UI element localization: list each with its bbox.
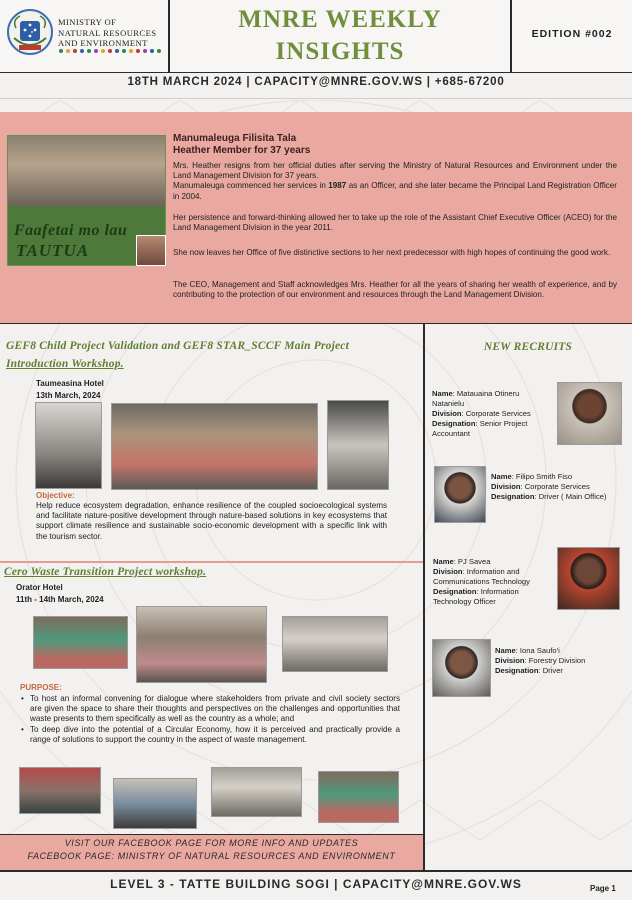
recruit-card: Name: Iona Saufo'i Division: Forestry Division Designation: Driver [495,646,586,675]
gef-venue: Taumeasina Hotel [36,379,104,388]
facebook-page-link[interactable]: FACEBOOK PAGE: MINISTRY OF NATURAL RESOURCES AND ENVIRONMENT [27,851,396,861]
divider [0,98,632,99]
speaker-at-podium-photo [35,402,102,489]
workshop-photo [211,767,302,817]
recruit-card: Name: Filipo Smith Fiso Division: Corporate Services Designation: Driver ( Main Office) [491,472,607,501]
gef-section-title: GEF8 Child Project Validation and GEF8 STAR_SCCF Main Project [6,340,350,352]
workshop-photo [282,616,388,672]
recruit-photo [557,382,622,445]
recruit-division: Corporate Services [524,482,590,491]
feature-paragraph: The CEO, Management and Staff acknowledges Mrs. Heather for all the years of sharing her wealth of experience, and by contributing to the protection of our environment and resources through the Land Management Division. [173,280,617,300]
gef-date: 13th March, 2024 [36,391,101,400]
section-divider [0,561,423,563]
zero-waste-date: 11th - 14th March, 2024 [16,595,104,604]
objective-label: Objective: [36,491,75,500]
portrait-inset-photo [136,235,166,266]
recruit-photo [557,547,620,610]
workshop-photo [318,771,399,823]
divider [0,870,632,872]
feature-paragraph: Mrs. Heather resigns from her official duties after serving the Ministry of Natural Resources and Environment under the Land Management Division for 37 years. Manumaleuga commenced her services in 1987 as an Officer, and she later became the Principal Land Registration Officer in 2004. [173,161,617,201]
footer-address: LEVEL 3 - TATTE BUILDING SOGI | CAPACITY@MNRE.GOV.WS [110,877,522,891]
edition-number: EDITION #002 [531,28,613,40]
feature-person-name: Manumaleuga Filisita Tala [173,133,297,144]
purpose-list [20,694,400,745]
org-name-line: AND ENVIRONMENT [58,38,148,48]
recruit-division: Corporate Services [465,409,531,418]
feature-paragraph: She now leaves her Office of five distinctive sections to her next predecessor with high hopes of continuing the good work. [173,248,611,257]
org-name-line: MINISTRY OF [58,17,117,27]
newsletter-title: INSIGHTS [275,38,405,65]
recruit-designation: Driver ( Main Office) [538,492,607,501]
purpose-item: • To deep dive into the potential of a Circular Economy, how it is perceived and practically provide a range of solutions to support the country in the aspect of waste management. [20,725,400,745]
recruit-designation: Information Technology Officer [433,587,519,606]
divider [0,323,632,324]
recruit-photo [434,466,486,523]
page-number: Page 1 [590,884,616,893]
decorative-dots [58,48,164,54]
column-divider [423,323,425,870]
org-name-line: NATURAL RESOURCES [58,28,157,38]
facebook-note: VISIT OUR FACEBOOK PAGE FOR MORE INFO AND UPDATES [64,838,359,848]
samoa-coat-of-arms-logo [6,8,54,56]
recruit-division: Forestry Division [528,656,586,665]
recruit-card: Name: PJ Savea Division: Information and Communications Technology Designation: Information Technology Officer [433,557,530,606]
gef-section-title: Introduction Workshop. [6,358,124,370]
recruit-name: Filipo Smith Fiso [515,472,573,481]
photo-caption: TAUTUA [16,241,90,260]
photo-caption: Faafetai mo lau [14,222,128,239]
objective-text: Help reduce ecosystem degradation, enhance resilience of the coupled socioecological systems and facilitate nature-positive development through nature-based solutions in key ecosystems that support climate resilience and sustainable socio-economic development with a specific link with the tourism sector. [36,501,387,541]
recruit-division: Information and Communications Technology [433,567,530,586]
workshop-group-photo [111,403,318,490]
recruit-name: PJ Savea [457,557,491,566]
presenter-photo [327,400,389,490]
newsletter-title: MNRE WEEKLY [238,6,442,33]
recruit-name: Iona Saufo'i [519,646,560,655]
group-of-people-image [8,136,166,206]
purpose-label: PURPOSE: [20,683,62,692]
new-recruits-title: NEW RECRUITS [483,341,573,353]
feature-person-role: Heather Member for 37 years [173,145,311,156]
zero-waste-venue: Orator Hotel [16,583,63,592]
recruit-photo [432,639,491,697]
recruit-card: Name: Matauaina Otineru Natanielu Division: Corporate Services Designation: Senior Project Accountant [432,389,531,438]
workshop-photo [33,616,128,669]
purpose-item: • To host an informal convening for dialogue where stakeholders from private and civil society sectors are given the space to share their thoughts and perspectives on the challenges and opportunities that waste presents to them specifically as well as the country as a whole; and [20,694,400,725]
feature-paragraph: Her persistence and forward-thinking allowed her to take up the role of the Assistant Chief Executive Officer (ACEO) for the Land Management Division in the year 2011. [173,213,617,233]
workshop-photo [113,778,197,829]
recruit-name: Matauaina Otineru Natanielu [432,389,520,408]
workshop-photo [19,767,101,814]
recruit-designation: Driver [542,666,563,675]
recruit-designation: Senior Project Accountant [432,419,528,438]
dateline: 18TH MARCH 2024 | CAPACITY@MNRE.GOV.WS | +685-67200 [127,76,505,88]
workshop-group-photo [136,606,267,683]
zero-waste-section-title: Cero Waste Transition Project workshop. [4,566,207,578]
